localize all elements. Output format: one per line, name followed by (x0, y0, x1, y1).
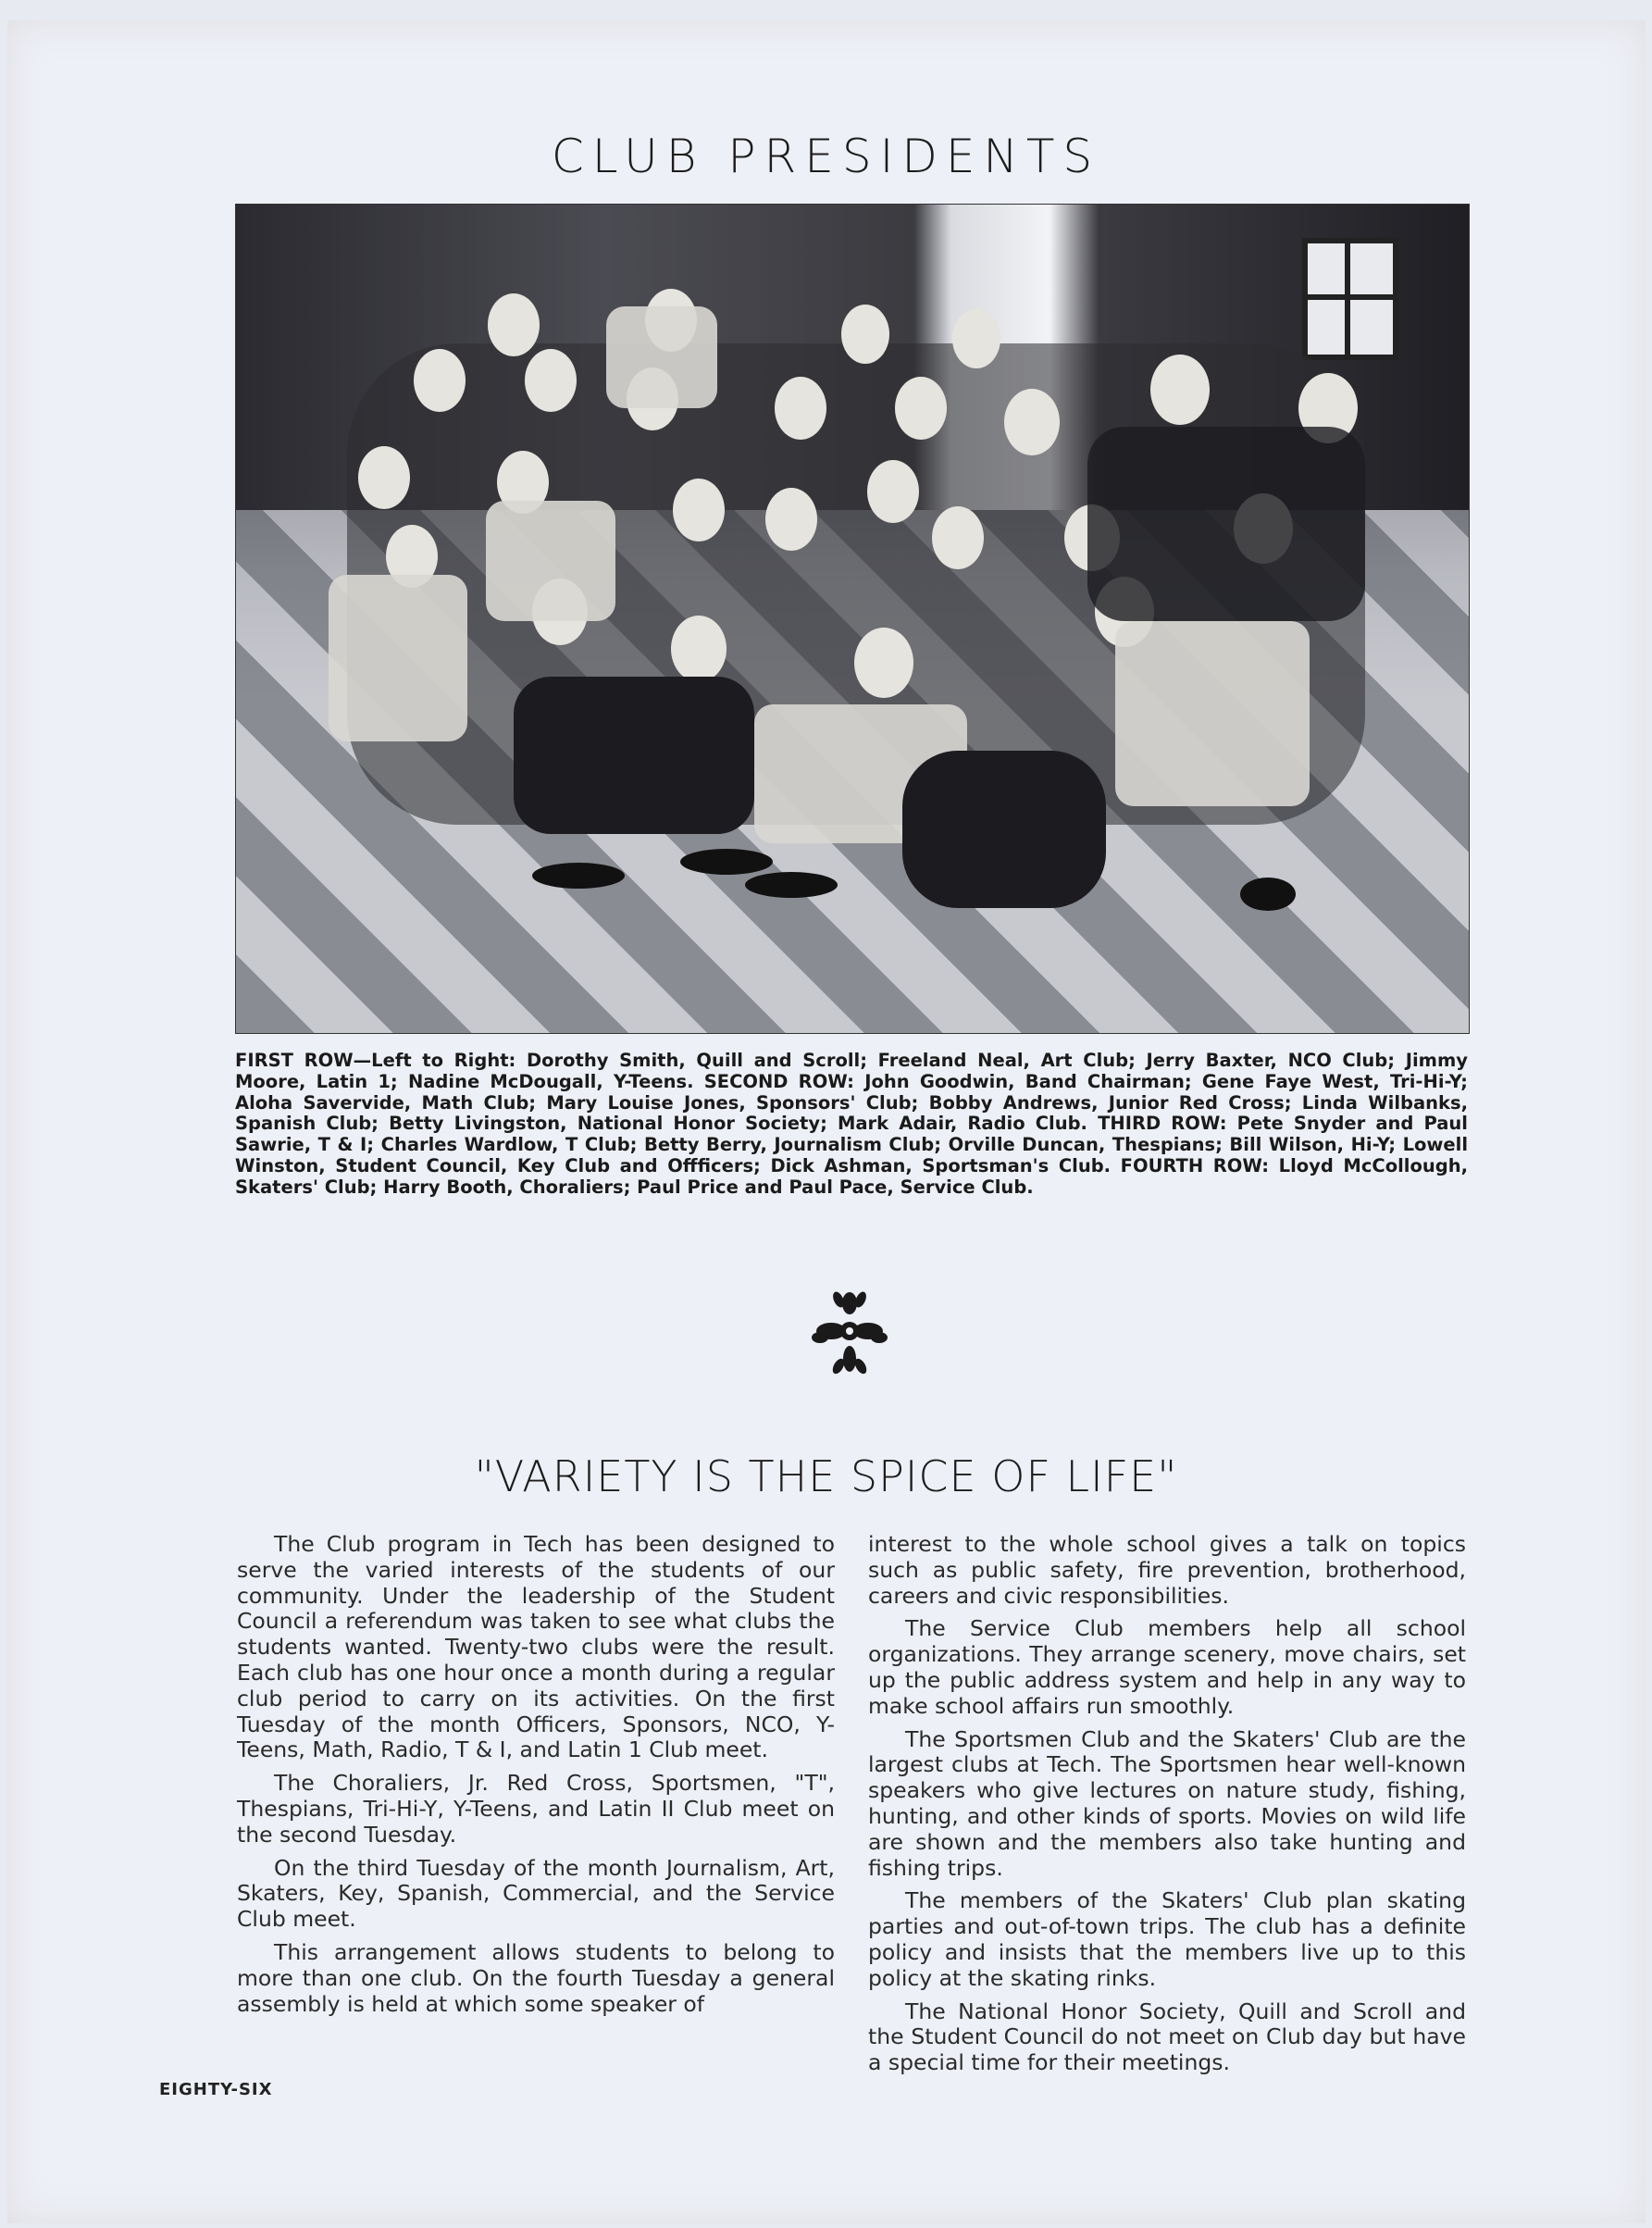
section-heading: "VARIETY IS THE SPICE OF LIFE" (474, 1451, 1178, 1501)
paragraph-continued: interest to the whole school gives a talk on topics such as public safety, fire prevention, brotherhood, careers and civic responsibilities. (868, 1531, 1466, 1609)
floral-ornament-icon (803, 1287, 896, 1379)
paragraph: On the third Tuesday of the month Journalism, Art, Skaters, Key, Spanish, Commercial, and the Service Club meet. (237, 1854, 835, 1933)
page-title: CLUB PRESIDENTS (551, 130, 1101, 183)
paragraph: The Club program in Tech has been designed to serve the varied interests of the students of our community. Under the leadership of the Student Council a referendum was taken to see what clubs the students wanted. Twenty-two clubs were the result. Each club has one hour once a month during a regular club period to carry on its activities. On the first Tuesday of the month Officers, Sponsors, NCO, Y-Teens, Math, Radio, T & I, and Latin 1 Club meet. (237, 1531, 835, 1763)
paragraph: The National Honor Society, Quill and Scroll and the Student Council do not meet on Club day but have a special time for their meetings. (868, 1998, 1466, 2076)
paragraph: The Sportsmen Club and the Skaters' Club are the largest clubs at Tech. The Sportsmen hear well-known speakers who give lectures on nature study, fishing, hunting, and other kinds of sports. Movies on wild life are shown and the members also take hunting and fishing trips. (868, 1725, 1466, 1881)
paragraph: The Service Club members help all school organizations. They arrange scenery, move chairs, set up the public address system and help in any way to make school affairs run smoothly. (868, 1615, 1466, 1719)
photo-students (236, 269, 1469, 917)
article-left-column (237, 1532, 835, 2024)
paragraph: The members of the Skaters' Club plan skating parties and out-of-town trips. The club has a definite policy and insists that the members live up to this policy at the skating rinks. (868, 1887, 1466, 1991)
article-right-column (868, 1532, 1466, 2084)
paragraph: The Choraliers, Jr. Red Cross, Sportsmen, "T", Thespians, Tri-Hi-Y, Y-Teens, and Latin II Club meet on the second Tuesday. (237, 1770, 835, 1848)
paragraph: This arrangement allows students to belong to more than one club. On the fourth Tuesday a general assembly is held at which some speaker of (237, 1938, 835, 2017)
group-photo (235, 204, 1470, 1034)
page-number: EIGHTY-SIX (159, 2080, 273, 2099)
photo-caption: FIRST ROW—Left to Right: Dorothy Smith, Quill and Scroll; Freeland Neal, Art Club; Jerry Baxter, NCO Club; Jimmy Moore, Latin 1; Nadine McDougall, Y-Teens. SECOND ROW: John Goodwin, Band Chairman; Gene Faye West, Tri-Hi-Y; Aloha Savervide, Math Club; Mary Louise Jones, Sponsors' Club; Bobby Andrews, Junior Red Cross; Linda Wilbanks, Spanish Club; Betty Livingston, National Honor Society; Mark Adair, Radio Club. THIRD ROW: Pete Snyder and Paul Sawrie, T & I; Charles Wardlow, T Club; Betty Berry, Journalism Club; Orville Duncan, Thespians; Bill Wilson, Hi-Y; Lowell Winston, Student Council, Key Club and Offficers; Dick Ashman, Sportsman's Club. FOURTH ROW: Lloyd McCollough, Skaters' Club; Harry Booth, Choraliers; Paul Price and Paul Pace, Service Club. (235, 1050, 1468, 1198)
